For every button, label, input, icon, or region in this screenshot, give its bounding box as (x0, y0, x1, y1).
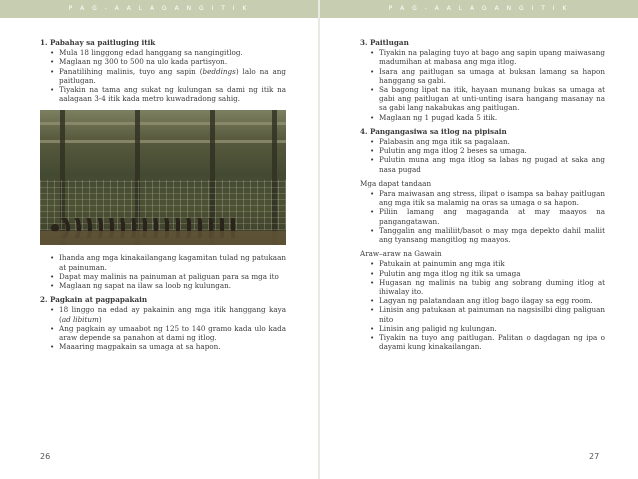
bullet-list (40, 305, 286, 351)
running-header-left: P A G - A A L A G A N G I T I K (0, 0, 318, 18)
page-number-left: 26 (40, 452, 51, 461)
roof-beam (40, 140, 286, 143)
list-item: • Pulutin ang mga itlog 2 beses sa umaga. (370, 146, 605, 155)
list-item: • Pulutin ang mga itlog ng itik sa umaga (370, 269, 605, 278)
section-heading: 3. Paitlugan (360, 38, 409, 47)
bullet-list (360, 259, 605, 351)
list-item: • Hugasan ng malinis na tubig ang sobrang duming itlog at ihiwalay ito. (370, 278, 605, 296)
list-item: • Tiyakin na palaging tuyo at bago ang sapin upang maiwasang madumihan at mabasa ang mga itlog. (370, 48, 605, 66)
list-item: • Linisin ang paligid ng kulungan. (370, 324, 605, 333)
bullet-list (40, 253, 286, 290)
duck-house-photo (40, 110, 286, 245)
bullet-list (360, 189, 605, 244)
floor (40, 231, 286, 245)
list-item: • Patukain at painumin ang mga itik (370, 259, 605, 268)
list-item: • Pulutin muna ang mga itlog sa labas ng pugad at saka ang nasa pugad (370, 155, 605, 173)
list-item: • Maglaan ng 1 pugad kada 5 itik. (370, 113, 605, 122)
section-reminders (360, 179, 605, 244)
list-item: • Dapat may malinis na painuman at paliguan para sa mga ito (50, 272, 286, 281)
right-page (360, 38, 605, 357)
section-heading: 4. Pangangasiwa sa itlog na pipisain (360, 126, 507, 136)
list-item: • Isara ang paitlugan sa umaga at buksan lamang sa hapon hanggang sa gabi. (370, 67, 605, 85)
running-header-right: P A G - A A L A G A N G I T I K (320, 0, 638, 18)
book-spine (318, 0, 320, 479)
bullet-list (360, 137, 605, 174)
list-item: • Tiyakin na tuyo ang paitlugan. Palitan o dagdagan ng ipa o dayami kung kinakailangan. (370, 333, 605, 351)
section-egg-handling (360, 127, 605, 174)
section-heading: Mga dapat tandaan (360, 178, 432, 188)
section-heading: 2. Pagkain at pagpapakain (40, 295, 148, 305)
list-item: • Mula 18 linggong edad hanggang sa nangingitlog. (50, 48, 286, 57)
list-item: • Sa bagong lipat na itik, hayaan munang bukas sa umaga at gabi ang paitlugan at unti-unting isara hangang masanay na sa gabi lang nakabukas ang paitlugan. (370, 85, 605, 113)
section-heading: Araw–araw na Gawain (360, 249, 442, 259)
section-housing-continued (40, 253, 286, 290)
list-item: • 18 linggo na edad ay pakainin ang mga itik hanggang kaya (ad libitum) (50, 305, 286, 323)
list-item: • Linisin ang patukaan at painuman na nagsisilbi ding paliguan nito (370, 305, 605, 323)
list-item: • Tiyakin na tama ang sukat ng kulungan sa dami ng itik na aalagaan 3-4 itik kada metro kuwadradong sahig. (50, 85, 286, 103)
bullet-list (40, 48, 286, 103)
list-item: • Maaaring magpakain sa umaga at sa hapon. (50, 342, 286, 351)
roof-beam (40, 122, 286, 125)
section-housing (40, 38, 286, 103)
page-number-right: 27 (589, 452, 600, 461)
list-item: • Palabasin ang mga itik sa pagalaan. (370, 137, 605, 146)
list-item: • Maglaan ng sapat na ilaw sa loob ng kulungan. (50, 281, 286, 290)
list-item: • Panatilihing malinis, tuyo ang sapin (beddings) lalo na ang paitlugan. (50, 67, 286, 85)
list-item: • Tanggalin ang maliliit/basot o may mga depekto dahil maliit ang tyansang mangitlog ng maayos. (370, 226, 605, 244)
left-page (40, 38, 286, 356)
section-daily-tasks (360, 249, 605, 351)
list-item: • Piliin lamang ang magaganda at may maayos na pangangatawan. (370, 207, 605, 225)
list-item: • Para maiwasan ang stress, ilipat o isampa sa bahay paitlugan ang mga itik sa malamig na oras sa umaga o sa hapon. (370, 189, 605, 207)
section-heading: 1. Pabahay sa paitluging itik (40, 38, 156, 47)
list-item: • Ang pagkain ay umaabot ng 125 to 140 gramo kada ulo kada araw depende sa panahon at dami ng itlog. (50, 324, 286, 342)
bullet-list (360, 48, 605, 122)
list-item: • Ihanda ang mga kinakailangang kagamitan tulad ng patukaan at painuman. (50, 253, 286, 271)
section-feeding (40, 295, 286, 351)
section-nesting (360, 38, 605, 122)
list-item: • Lagyan ng palatandaan ang itlog bago ilagay sa egg room. (370, 296, 605, 305)
list-item: • Maglaan ng 300 to 500 na ulo kada partisyon. (50, 57, 286, 66)
